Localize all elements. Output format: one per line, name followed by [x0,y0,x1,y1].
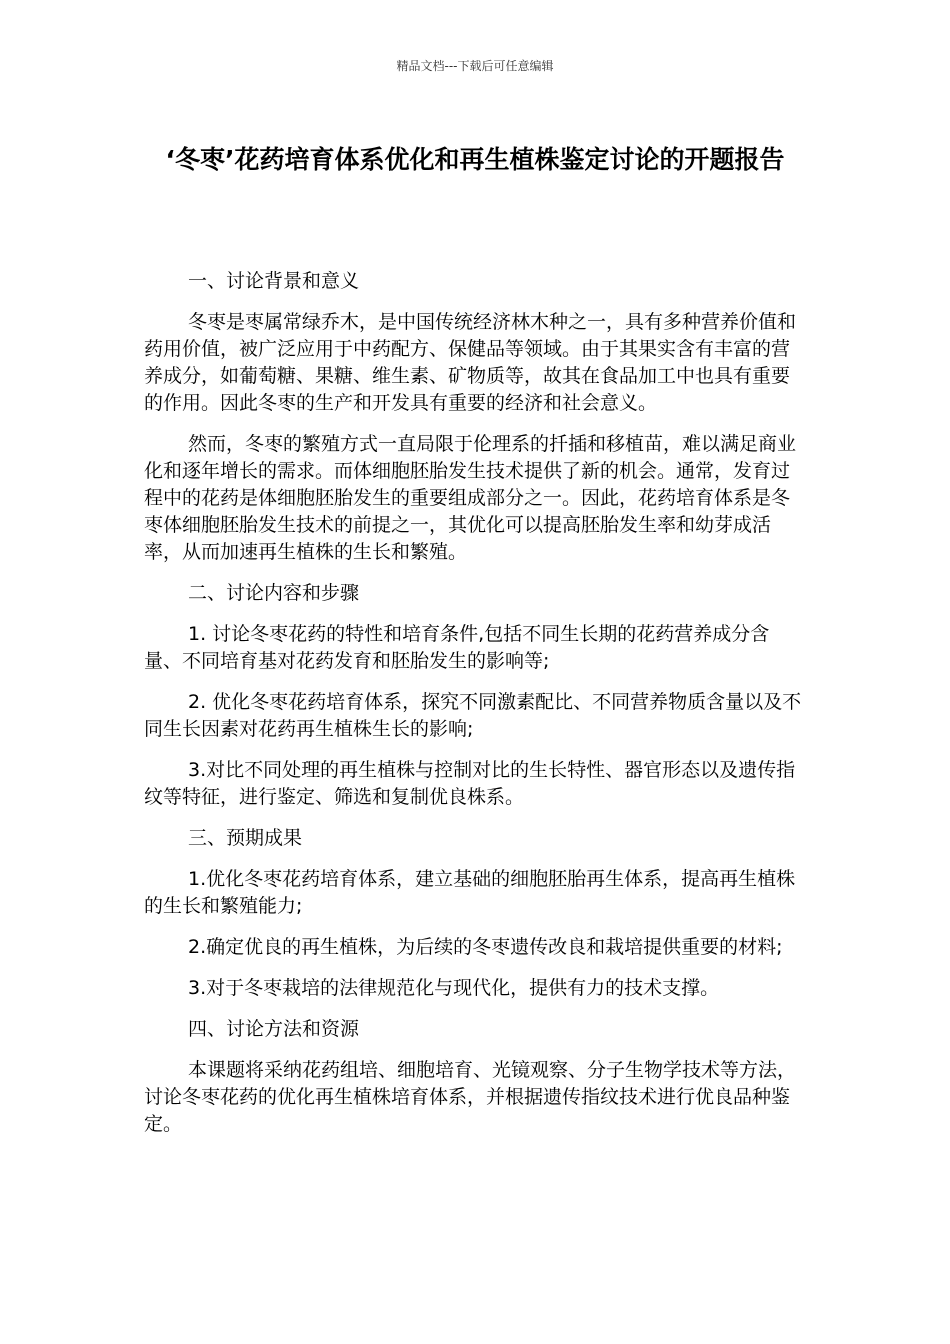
list-item-content-2: 2. 优化冬枣花药培育体系，探究不同激素配比、不同营养物质含量以及不同生长因素对花药再生植株生长的影响; [144,691,802,740]
list-item-content-1: 1. 讨论冬枣花药的特性和培育条件,包括不同生长期的花药营养成分含量、不同培育基对花药发育和胚胎发生的影响等; [144,623,770,672]
paragraph-background-1: 冬枣是枣属常绿乔木，是中国传统经济林木种之一，具有多种营养价值和药用价值，被广泛应用于中药配方、保健品等领域。由于其果实含有丰富的营养成分，如葡萄糖、果糖、维生素、矿物质等，故其在食品加工中也具有重要的作用。因此冬枣的生产和开发具有重要的经济和社会意义。 [144,311,797,414]
section-heading-methods: 四、讨论方法和资源 [188,1018,360,1040]
document-title: ‘冬枣’花药培育体系优化和再生植株鉴定讨论的开题报告 [165,145,785,174]
list-item-results-3: 3.对于冬枣栽培的法律规范化与现代化，提供有力的技术支撑。 [188,977,720,999]
document-body [144,268,806,1152]
section-heading-results: 三、预期成果 [188,827,303,849]
list-item-content-3: 3.对比不同处理的再生植株与控制对比的生长特性、器官形态以及遗传指纹等特征，进行鉴定、筛选和复制优良株系。 [144,759,796,808]
paragraph-background-2: 然而，冬枣的繁殖方式一直局限于伦理系的扦插和移植苗，难以满足商业化和逐年增长的需求。而体细胞胚胎发生技术提供了新的机会。通常，发育过程中的花药是体细胞胚胎发生的重要组成部分之一。因此，花药培育体系是冬枣体细胞胚胎发生技术的前提之一，其优化可以提高胚胎发生率和幼芽成活率，从而加速再生植株的生长和繁殖。 [144,433,797,563]
page-header-note: 精品文档---下载后可任意编辑 [396,59,554,73]
list-item-results-1: 1.优化冬枣花药培育体系，建立基础的细胞胚胎再生体系，提高再生植株的生长和繁殖能力; [144,868,796,917]
list-item-results-2: 2.确定优良的再生植株，为后续的冬枣遗传改良和栽培提供重要的材料; [188,936,783,958]
section-heading-background: 一、讨论背景和意义 [188,270,360,292]
paragraph-methods: 本课题将采纳花药组培、细胞培育、光镜观察、分子生物学技术等方法，讨论冬枣花药的优化再生植株培育体系，并根据遗传指纹技术进行优良品种鉴定。 [144,1059,797,1135]
section-heading-content: 二、讨论内容和步骤 [188,582,360,604]
